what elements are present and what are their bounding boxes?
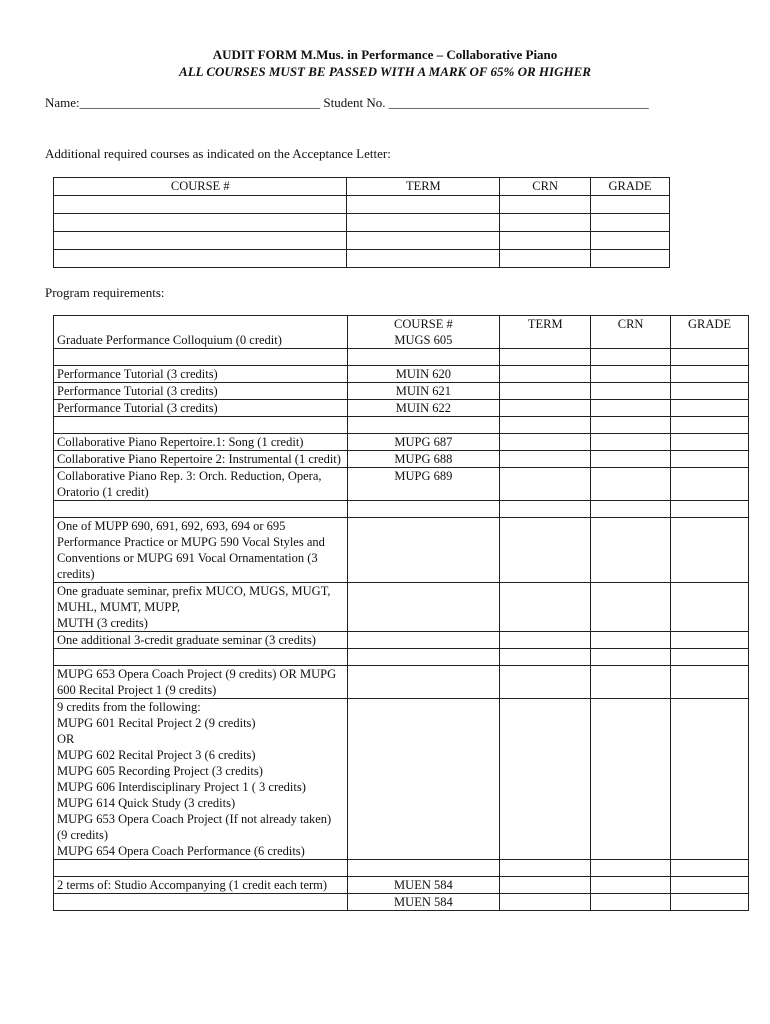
course-code bbox=[347, 501, 500, 518]
term-cell[interactable] bbox=[500, 699, 591, 860]
grade-cell[interactable] bbox=[671, 894, 749, 911]
form-subtitle: ALL COURSES MUST BE PASSED WITH A MARK OF 65% OR HIGHER bbox=[179, 64, 591, 79]
name-field[interactable]: Name:_____________________________________ bbox=[45, 95, 321, 110]
course-code bbox=[347, 699, 500, 860]
column-header-course: COURSE # bbox=[347, 316, 500, 333]
crn-cell[interactable] bbox=[591, 400, 671, 417]
additional-courses-table bbox=[53, 177, 670, 268]
course-code: MUIN 621 bbox=[347, 383, 500, 400]
table-row bbox=[54, 383, 749, 400]
table-row bbox=[54, 666, 749, 699]
table-row bbox=[54, 468, 749, 501]
program-requirements-heading: Program requirements: bbox=[45, 285, 165, 300]
grade-cell[interactable] bbox=[671, 649, 749, 666]
requirement-description: Graduate Performance Colloquium (0 credit) bbox=[54, 332, 348, 349]
table-row bbox=[54, 349, 749, 366]
requirement-description: Collaborative Piano Repertoire 2: Instrumental (1 credit) bbox=[54, 451, 348, 468]
crn-cell[interactable] bbox=[591, 332, 671, 349]
requirement-description bbox=[54, 501, 348, 518]
table-row bbox=[54, 632, 749, 649]
requirement-description: 9 credits from the following: MUPG 601 Recital Project 2 (9 credits) OR MUPG 602 Recital Project 3 (6 credits) MUPG 605 Recording Project (3 credits) MUPG 606 Interdisciplinary Project 1 ( 3 credits) MUPG 614 Quick Study (3 credits) MUPG 653 Opera Coach Project (If not already taken) (9 credits) MUPG 654 Opera Coach Performance (6 credits) bbox=[54, 699, 348, 860]
requirement-description: Collaborative Piano Repertoire.1: Song (1 credit) bbox=[54, 434, 348, 451]
course-code bbox=[347, 860, 500, 877]
requirement-description: MUPG 653 Opera Coach Project (9 credits) OR MUPG 600 Recital Project 1 (9 credits) bbox=[54, 666, 348, 699]
table-row bbox=[54, 332, 749, 349]
crn-cell[interactable] bbox=[591, 468, 671, 501]
crn-cell[interactable] bbox=[591, 501, 671, 518]
table-row bbox=[54, 877, 749, 894]
course-code: MUPG 688 bbox=[347, 451, 500, 468]
term-cell[interactable] bbox=[500, 349, 591, 366]
crn-cell[interactable] bbox=[591, 434, 671, 451]
course-code bbox=[347, 518, 500, 583]
course-code: MUIN 620 bbox=[347, 366, 500, 383]
crn-cell[interactable] bbox=[591, 649, 671, 666]
term-cell[interactable] bbox=[500, 649, 591, 666]
column-header-crn: CRN bbox=[500, 178, 591, 196]
table-row bbox=[54, 250, 670, 268]
table-row bbox=[54, 860, 749, 877]
form-title: AUDIT FORM M.Mus. in Performance – Collaborative Piano bbox=[212, 47, 558, 62]
grade-cell[interactable] bbox=[671, 349, 749, 366]
course-code bbox=[347, 349, 500, 366]
term-cell[interactable] bbox=[500, 434, 591, 451]
name-student-line bbox=[45, 95, 649, 111]
column-header-grade: GRADE bbox=[671, 316, 749, 333]
course-code bbox=[347, 417, 500, 434]
column-header-term: TERM bbox=[347, 178, 500, 196]
table-row bbox=[54, 400, 749, 417]
requirement-description bbox=[54, 417, 348, 434]
column-header-crn: CRN bbox=[591, 316, 671, 333]
requirement-description: Collaborative Piano Rep. 3: Orch. Reduction, Opera, Oratorio (1 credit) bbox=[54, 468, 348, 501]
crn-cell[interactable] bbox=[591, 666, 671, 699]
grade-cell[interactable] bbox=[671, 468, 749, 501]
course-code: MUGS 605 bbox=[347, 332, 500, 349]
term-cell[interactable] bbox=[500, 451, 591, 468]
term-cell[interactable] bbox=[500, 666, 591, 699]
grade-cell[interactable] bbox=[671, 332, 749, 349]
requirement-description bbox=[54, 894, 348, 911]
crn-cell[interactable] bbox=[591, 383, 671, 400]
course-code bbox=[347, 666, 500, 699]
requirement-description: Performance Tutorial (3 credits) bbox=[54, 366, 348, 383]
grade-cell[interactable] bbox=[671, 583, 749, 632]
term-cell[interactable] bbox=[500, 332, 591, 349]
table-header-row bbox=[54, 178, 670, 196]
term-cell[interactable] bbox=[500, 877, 591, 894]
term-cell[interactable] bbox=[500, 583, 591, 632]
table-row bbox=[54, 649, 749, 666]
term-cell[interactable] bbox=[500, 468, 591, 501]
grade-cell[interactable] bbox=[671, 400, 749, 417]
grade-cell[interactable] bbox=[671, 699, 749, 860]
course-code: MUPG 687 bbox=[347, 434, 500, 451]
requirement-description: One additional 3-credit graduate seminar (3 credits) bbox=[54, 632, 348, 649]
grade-cell[interactable] bbox=[671, 451, 749, 468]
grade-cell[interactable] bbox=[671, 666, 749, 699]
grade-cell[interactable] bbox=[671, 518, 749, 583]
table-row bbox=[54, 214, 670, 232]
term-cell[interactable] bbox=[500, 501, 591, 518]
column-header-term: TERM bbox=[500, 316, 591, 333]
crn-cell[interactable] bbox=[591, 699, 671, 860]
additional-courses-heading: Additional required courses as indicated on the Acceptance Letter: bbox=[45, 146, 391, 161]
requirement-description: 2 terms of: Studio Accompanying (1 credit each term) bbox=[54, 877, 348, 894]
course-code: MUEN 584 bbox=[347, 894, 500, 911]
grade-cell[interactable] bbox=[671, 501, 749, 518]
table-row bbox=[54, 434, 749, 451]
grade-cell[interactable] bbox=[671, 860, 749, 877]
term-cell[interactable] bbox=[500, 400, 591, 417]
grade-cell[interactable] bbox=[671, 417, 749, 434]
term-cell[interactable] bbox=[500, 383, 591, 400]
grade-cell[interactable] bbox=[671, 366, 749, 383]
requirement-description: Performance Tutorial (3 credits) bbox=[54, 400, 348, 417]
crn-cell[interactable] bbox=[591, 632, 671, 649]
grade-cell[interactable] bbox=[671, 434, 749, 451]
program-table-header-row bbox=[54, 316, 749, 333]
grade-cell[interactable] bbox=[671, 877, 749, 894]
table-row bbox=[54, 196, 670, 214]
course-code bbox=[347, 632, 500, 649]
grade-cell[interactable] bbox=[671, 632, 749, 649]
course-code: MUIN 622 bbox=[347, 400, 500, 417]
course-code: MUPG 689 bbox=[347, 468, 500, 501]
term-cell[interactable] bbox=[500, 860, 591, 877]
crn-cell[interactable] bbox=[591, 894, 671, 911]
term-cell[interactable] bbox=[500, 632, 591, 649]
requirement-description bbox=[54, 649, 348, 666]
requirement-description: Performance Tutorial (3 credits) bbox=[54, 383, 348, 400]
term-cell[interactable] bbox=[500, 518, 591, 583]
crn-cell[interactable] bbox=[591, 860, 671, 877]
term-cell[interactable] bbox=[500, 417, 591, 434]
table-row bbox=[54, 894, 749, 911]
table-row bbox=[54, 699, 749, 860]
table-row bbox=[54, 366, 749, 383]
course-code bbox=[347, 583, 500, 632]
term-cell[interactable] bbox=[500, 366, 591, 383]
table-row bbox=[54, 583, 749, 632]
column-header-course: COURSE # bbox=[54, 178, 347, 196]
term-cell[interactable] bbox=[500, 894, 591, 911]
course-code bbox=[347, 649, 500, 666]
requirement-description bbox=[54, 860, 348, 877]
table-row bbox=[54, 417, 749, 434]
grade-cell[interactable] bbox=[671, 383, 749, 400]
crn-cell[interactable] bbox=[591, 583, 671, 632]
requirement-description: One of MUPP 690, 691, 692, 693, 694 or 695 Performance Practice or MUPG 590 Vocal Styles and Conventions or MUPG 691 Vocal Ornamentation (3 credits) bbox=[54, 518, 348, 583]
crn-cell[interactable] bbox=[591, 877, 671, 894]
column-header-grade: GRADE bbox=[591, 178, 670, 196]
crn-cell[interactable] bbox=[591, 451, 671, 468]
table-row bbox=[54, 501, 749, 518]
crn-cell[interactable] bbox=[591, 518, 671, 583]
student-no-field[interactable]: Student No. ________________________________________ bbox=[323, 95, 649, 110]
requirement-description: One graduate seminar, prefix MUCO, MUGS, MUGT, MUHL, MUMT, MUPP, MUTH (3 credits) bbox=[54, 583, 348, 632]
crn-cell[interactable] bbox=[591, 366, 671, 383]
table-row bbox=[54, 518, 749, 583]
program-requirements-table bbox=[53, 315, 749, 911]
crn-cell[interactable] bbox=[591, 349, 671, 366]
crn-cell[interactable] bbox=[591, 417, 671, 434]
table-row bbox=[54, 232, 670, 250]
course-code: MUEN 584 bbox=[347, 877, 500, 894]
table-row bbox=[54, 451, 749, 468]
requirement-description bbox=[54, 349, 348, 366]
